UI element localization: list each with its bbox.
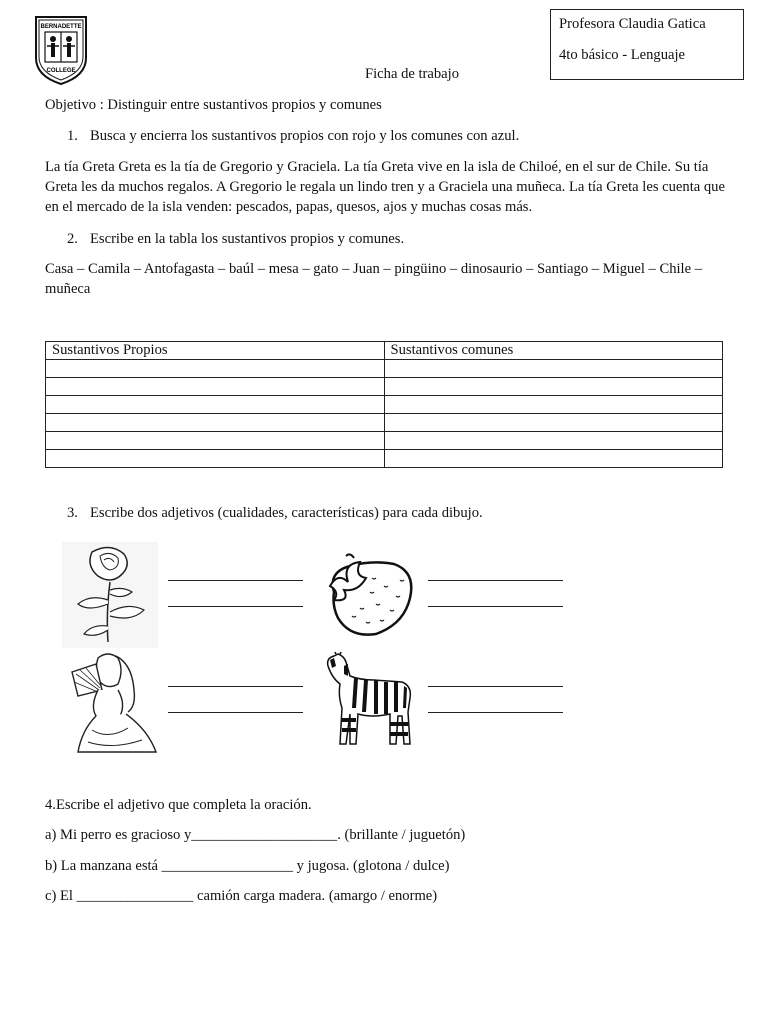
rose-drawing bbox=[62, 542, 158, 648]
story-paragraph: La tía Greta Greta es la tía de Gregorio y Graciela. La tía Greta vive en la isla de Chiloé, en el sur de Chile. Su tía Greta les da muchos regalos. A Gregorio le regala un lindo tren y a Graciela una muñeca. La tía Greta les cuenta que en el mercado de la isla venden: pescados, papas, quesos, ajos y muchas cosas más. bbox=[45, 159, 725, 215]
zebra-drawing bbox=[322, 652, 418, 750]
instruction-2 bbox=[67, 229, 404, 249]
school-crest-logo bbox=[33, 14, 89, 86]
answer-line-zebra-1[interactable] bbox=[428, 686, 563, 687]
instruction-4: 4.Escribe el adjetivo que completa la oración. bbox=[45, 797, 312, 813]
table-row bbox=[46, 450, 723, 468]
girl-with-fan-drawing bbox=[68, 650, 160, 754]
table-cell-common[interactable] bbox=[384, 378, 723, 396]
header-proper-nouns: Sustantivos Propios bbox=[46, 342, 385, 360]
answer-line-girl-1[interactable] bbox=[168, 686, 303, 687]
table-header-row bbox=[46, 342, 723, 360]
table-cell-proper[interactable] bbox=[46, 414, 385, 432]
answer-line-rose-2[interactable] bbox=[168, 606, 303, 607]
teacher-info-box bbox=[550, 9, 744, 80]
instruction-3-text: Escribe dos adjetivos (cualidades, características) para cada dibujo. bbox=[90, 505, 483, 521]
table-row bbox=[46, 432, 723, 450]
table-row bbox=[46, 396, 723, 414]
objective-text: Objetivo : Distinguir entre sustantivos propios y comunes bbox=[45, 97, 382, 113]
word-list: Casa – Camila – Antofagasta – baúl – mesa – gato – Juan – pingüino – dinosaurio – Santiago – Miguel – Chile – muñeca bbox=[45, 261, 703, 297]
table-row bbox=[46, 414, 723, 432]
table-cell-proper[interactable] bbox=[46, 432, 385, 450]
instruction-2-number: 2. bbox=[67, 231, 78, 247]
logo-bottom-text: COLLEGE bbox=[46, 68, 76, 74]
sentence-a: a) Mi perro es gracioso y____________________. (brillante / juguetón) bbox=[45, 827, 466, 843]
table-cell-proper[interactable] bbox=[46, 360, 385, 378]
strawberry-drawing bbox=[320, 552, 418, 640]
table-cell-proper[interactable] bbox=[46, 396, 385, 414]
answer-line-girl-2[interactable] bbox=[168, 712, 303, 713]
table-row bbox=[46, 378, 723, 396]
course-name: 4to básico - Lenguaje bbox=[559, 47, 686, 63]
instruction-3-number: 3. bbox=[67, 505, 78, 521]
sentence-b: b) La manzana está __________________ y jugosa. (glotona / dulce) bbox=[45, 858, 450, 874]
teacher-name: Profesora Claudia Gatica bbox=[559, 16, 706, 32]
sentence-c: c) El ________________ camión carga madera. (amargo / enorme) bbox=[45, 888, 438, 904]
table-cell-proper[interactable] bbox=[46, 378, 385, 396]
table-cell-proper[interactable] bbox=[46, 450, 385, 468]
worksheet-title: Ficha de trabajo bbox=[365, 66, 460, 82]
header-common-nouns: Sustantivos comunes bbox=[384, 342, 723, 360]
table-row bbox=[46, 360, 723, 378]
answer-line-rose-1[interactable] bbox=[168, 580, 303, 581]
table-cell-common[interactable] bbox=[384, 396, 723, 414]
nouns-table bbox=[45, 341, 723, 468]
instruction-3 bbox=[67, 503, 483, 523]
table-cell-common[interactable] bbox=[384, 414, 723, 432]
instruction-2-text: Escribe en la tabla los sustantivos propios y comunes. bbox=[90, 231, 405, 247]
answer-line-strawberry-2[interactable] bbox=[428, 606, 563, 607]
instruction-1-number: 1. bbox=[67, 128, 78, 144]
table-cell-common[interactable] bbox=[384, 360, 723, 378]
answer-line-zebra-2[interactable] bbox=[428, 712, 563, 713]
instruction-1 bbox=[67, 126, 519, 146]
instruction-1-text: Busca y encierra los sustantivos propios con rojo y los comunes con azul. bbox=[90, 128, 520, 144]
table-cell-common[interactable] bbox=[384, 450, 723, 468]
logo-top-text: BERNADETTE bbox=[40, 24, 82, 30]
table-cell-common[interactable] bbox=[384, 432, 723, 450]
answer-line-strawberry-1[interactable] bbox=[428, 580, 563, 581]
